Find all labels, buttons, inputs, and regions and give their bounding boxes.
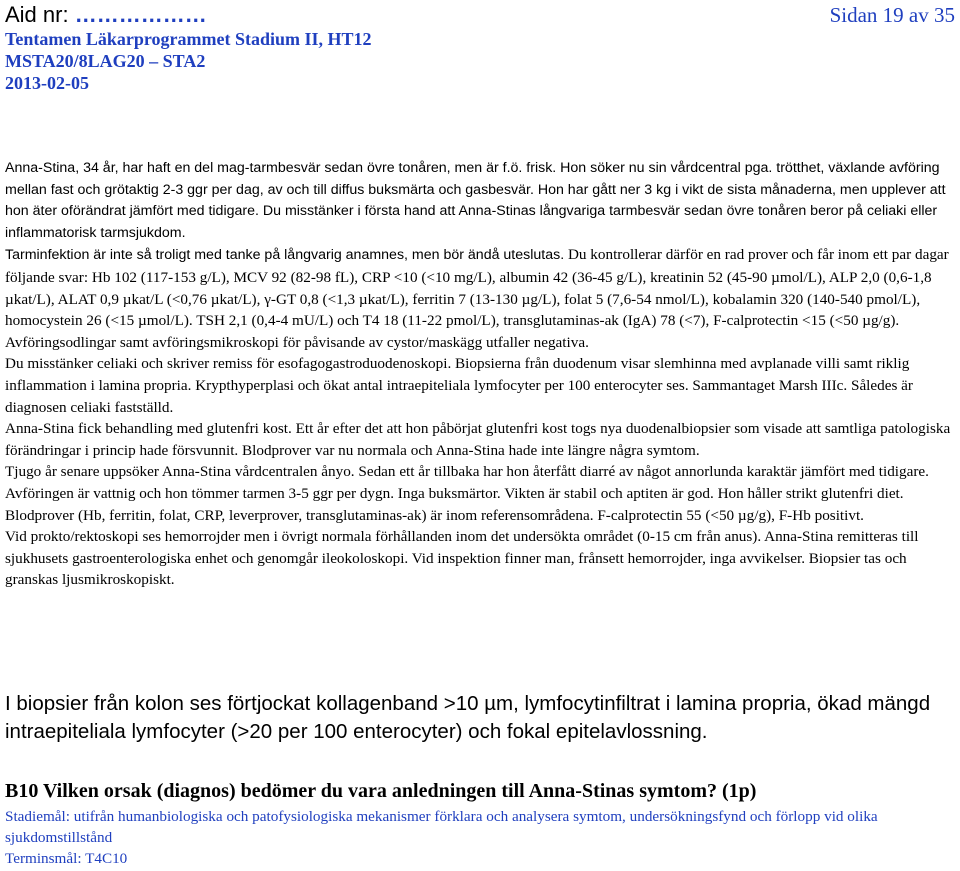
exam-header (5, 2, 955, 94)
case-paragraph-labs (5, 244, 955, 353)
aid-number-line (5, 2, 955, 28)
exam-date: 2013-02-05 (5, 73, 89, 93)
aid-label: Aid nr: (5, 2, 69, 27)
terminsmal-text: Terminsmål: T4C10 (5, 850, 128, 867)
exam-title: Tentamen Läkarprogrammet Stadium II, HT12 (5, 29, 372, 49)
stadiemal-text: Stadiemål: utifrån humanbiologiska och patofysiologiska mekanismer förklara och analysera symtom, undersökningsfynd och förlopp vid olika sjukdomstillstånd (5, 808, 878, 846)
case-paragraph-intro: Anna-Stina, 34 år, har haft en del mag-tarmbesvär sedan övre tonåren, men är f.ö. frisk. Hon söker nu sin vårdcentral pga. trötthet, växlande avföring mellan fast och grötaktig 2-3 ggr per dag, av och till diffus buksmärta och gasbesvär. Hon har gått ner 3 kg i vikt de sista månaderna, men upplever att hon äter oförändrat jämfört med tidigare. Du misstänker i första hand att Anna-Stinas långvariga tarmbesvär sedan övre tonåren beror på celiaki eller inflammatorisk tarmsjukdom. (5, 160, 946, 241)
case-description (5, 158, 955, 591)
learning-goals (5, 806, 955, 869)
aid-dots: ……………… (74, 2, 207, 27)
question-b10: B10 Vilken orsak (diagnos) bedömer du vara anledningen till Anna-Stinas symtom? (1p) (5, 780, 757, 802)
case-paragraph-endoscopy: Du misstänker celiaki och skriver remiss för esofagogastroduodenoskopi. Biopsierna från duodenum visar slemhinna med avplanade villi samt riklig inflammation i lamina propria. Krypthyperplasi och ökat antal intraepiteliala lymfocyter per 100 enterocyter ses. Sammantaget Marsh IIIc. Således är diagnosen celiaki fastställd. (5, 355, 913, 416)
case-paragraph-colonoscopy: Vid prokto/rektoskopi ses hemorrojder men i övrigt normala förhållanden inom det undersökta området (0-15 cm från anus). Anna-Stina remitteras till sjukhusets gastroenterologiska enhet och genomgår ileokoloskopi. Vid inspektion finner man, frånsett hemorrojder, inga avvikelser. Biopsier tas och granskas ljusmikroskopiskt. (5, 528, 919, 589)
biopsy-finding: I biopsier från kolon ses förtjockat kollagenband >10 µm, lymfocytinfiltrat i lamina propria, ökad mängd intraepiteliala lymfocyter (>20 per 100 enterocyter) och fokal epitelavlossning. (5, 692, 931, 743)
page-number: Sidan 19 av 35 (829, 3, 955, 27)
case-text-infection: Tarminfektion är inte så troligt med tanke på långvarig anamnes, men bör ändå uteslutas. (5, 247, 565, 264)
case-paragraph-treatment: Anna-Stina fick behandling med glutenfri kost. Ett år efter det att hon påbörjat glutenfri kost togs nya duodenalbiopsier som visade att samtliga patologiska förändringar i princip hade försvunnit. Blodprover var nu normala och Anna-Stina hade inte längre några symtom. (5, 420, 951, 459)
case-text-lab-results: Du kontrollerar därför en rad prover och får inom ett par dagar följande svar: Hb 102 (117-153 g/L), MCV 92 (82-98 fL), CRP <10 (<10 mg/L), albumin 42 (36-45 g/L), kreatinin 52 (45-90 µmol/L), ALP 2,0 (0,6-1,8 µkat/L), ALAT 0,9 µkat/L (<0,76 µkat/L), γ-GT 0,8 (<1,3 µkat/L), ferritin 7 (13-130 µg/L), folat 5 (7,6-54 nmol/L), kobalamin 320 (140-540 pmol/L), homocystein 26 (<15 µmol/L). TSH 2,1 (0,4-4 mU/L) och T4 18 (11-22 pmol/L), transglutaminas-ak (IgA) 78 (<7), F-calprotectin <15 (<50 µg/g). Avföringsodlingar samt avföringsmikroskopi för påvisande av cystor/maskägg utfaller negativa. (5, 246, 949, 351)
course-code: MSTA20/8LAG20 – STA2 (5, 51, 206, 71)
case-paragraph-relapse: Tjugo år senare uppsöker Anna-Stina vårdcentralen ånyo. Sedan ett år tillbaka har hon återfått diarré av något annorlunda karaktär jämfört med tidigare. Avföringen är vattnig och hon tömmer tarmen 3-5 ggr per dygn. Inga buksmärtor. Vikten är stabil och aptiten är god. Hon håller strikt glutenfri diet. Blodprover (Hb, ferritin, folat, CRP, leverprover, transglutaminas-ak) är inom referensområdena. F-calprotectin 55 (<50 µg/g), F-Hb positivt. (5, 463, 929, 524)
